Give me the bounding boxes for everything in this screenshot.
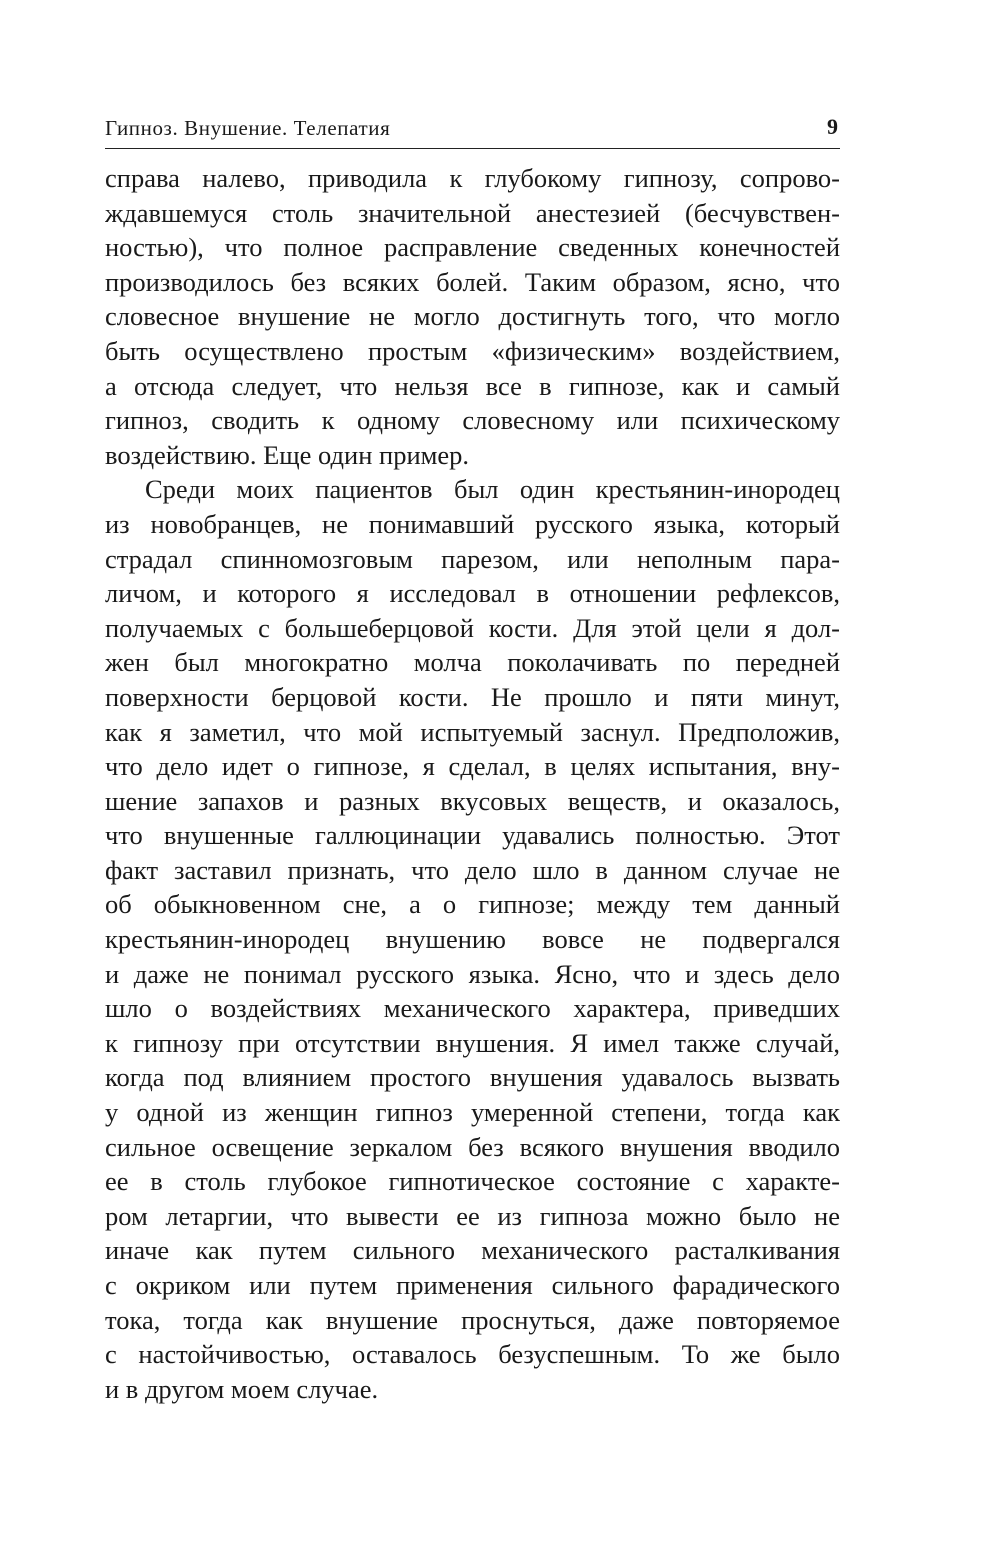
text-line: воздействию. Еще один пример. bbox=[105, 439, 470, 470]
running-head bbox=[105, 112, 840, 149]
text-line: сильное освещение зеркалом без всякого внушения вводило bbox=[105, 1131, 840, 1162]
text-line: производилось без всяких болей. Таким образом, ясно, что bbox=[105, 266, 840, 297]
text-line: страдал спинномозговым парезом, или неполным пара- bbox=[105, 543, 840, 574]
text-line: гипноз, сводить к одному словесному или психическому bbox=[105, 405, 840, 436]
text-line: как я заметил, что мой испытуемый заснул. Предположив, bbox=[105, 716, 840, 747]
text-line: ее в столь глубокое гипнотическое состояние с характе- bbox=[105, 1166, 840, 1197]
text-line: шло о воздействиях механического характера, приведших bbox=[105, 993, 840, 1024]
text-line: получаемых с большеберцовой кости. Для этой цели я дол- bbox=[105, 612, 840, 643]
page-number: 9 bbox=[827, 114, 838, 139]
text-line: поверхности берцовой кости. Не прошло и пяти минут, bbox=[105, 681, 840, 712]
paragraph bbox=[105, 161, 840, 472]
text-line: крестьянин-инородец внушению вовсе не подвергался bbox=[105, 924, 840, 955]
text-line: шение запахов и разных вкусовых веществ, и оказалось, bbox=[105, 785, 840, 816]
running-title: Гипноз. Внушение. Телепатия bbox=[105, 116, 391, 140]
text-line: жен был многократно молча поколачивать по передней bbox=[105, 647, 840, 678]
book-page bbox=[105, 112, 840, 1406]
text-line: ждавшемуся столь значительной анестезией (бесчувствен- bbox=[105, 197, 840, 228]
text-line: Среди моих пациентов был один крестьянин-инородец bbox=[145, 474, 840, 505]
text-line: когда под влиянием простого внушения удавалось вызвать bbox=[105, 1062, 840, 1093]
text-line: словесное внушение не могло достигнуть того, что могло bbox=[105, 301, 840, 332]
text-line: из новобранцев, не понимавший русского языка, который bbox=[105, 508, 840, 539]
text-line: с настойчивостью, оставалось безуспешным. То же было bbox=[105, 1339, 840, 1370]
text-line: справа налево, приводила к глубокому гипнозу, сопрово- bbox=[105, 163, 840, 193]
text-line: и даже не понимал русского языка. Ясно, что и здесь дело bbox=[105, 958, 840, 989]
text-line: быть осуществлено простым «физическим» воздействием, bbox=[105, 335, 840, 366]
paragraph bbox=[105, 472, 840, 1406]
text-line: и в другом моем случае. bbox=[105, 1373, 379, 1404]
text-line: факт заставил признать, что дело шло в данном случае не bbox=[105, 854, 840, 885]
text-line: с окриком или путем применения сильного фарадического bbox=[105, 1270, 840, 1300]
text-line: что внушенные галлюцинации удавались полностью. Этот bbox=[105, 820, 840, 851]
body-text bbox=[105, 161, 840, 1406]
text-line: тока, тогда как внушение проснуться, даже повторяемое bbox=[105, 1304, 840, 1335]
text-line: у одной из женщин гипноз умеренной степени, тогда как bbox=[105, 1097, 840, 1128]
text-line: что дело идет о гипнозе, я сделал, в целях испытания, вну- bbox=[105, 751, 840, 782]
text-line: ром летаргии, что вывести ее из гипноза можно было не bbox=[105, 1200, 840, 1231]
text-line: иначе как путем сильного механического расталкивания bbox=[105, 1235, 840, 1266]
text-line: об обыкновенном сне, а о гипнозе; между тем данный bbox=[105, 889, 840, 920]
text-line: ностью), что полное расправление сведенных конечностей bbox=[105, 232, 840, 263]
text-line: а отсюда следует, что нельзя все в гипнозе, как и самый bbox=[105, 370, 840, 401]
text-line: личом, и которого я исследовал в отношении рефлексов, bbox=[105, 578, 840, 609]
text-line: к гипнозу при отсутствии внушения. Я имел также случай, bbox=[105, 1027, 840, 1058]
